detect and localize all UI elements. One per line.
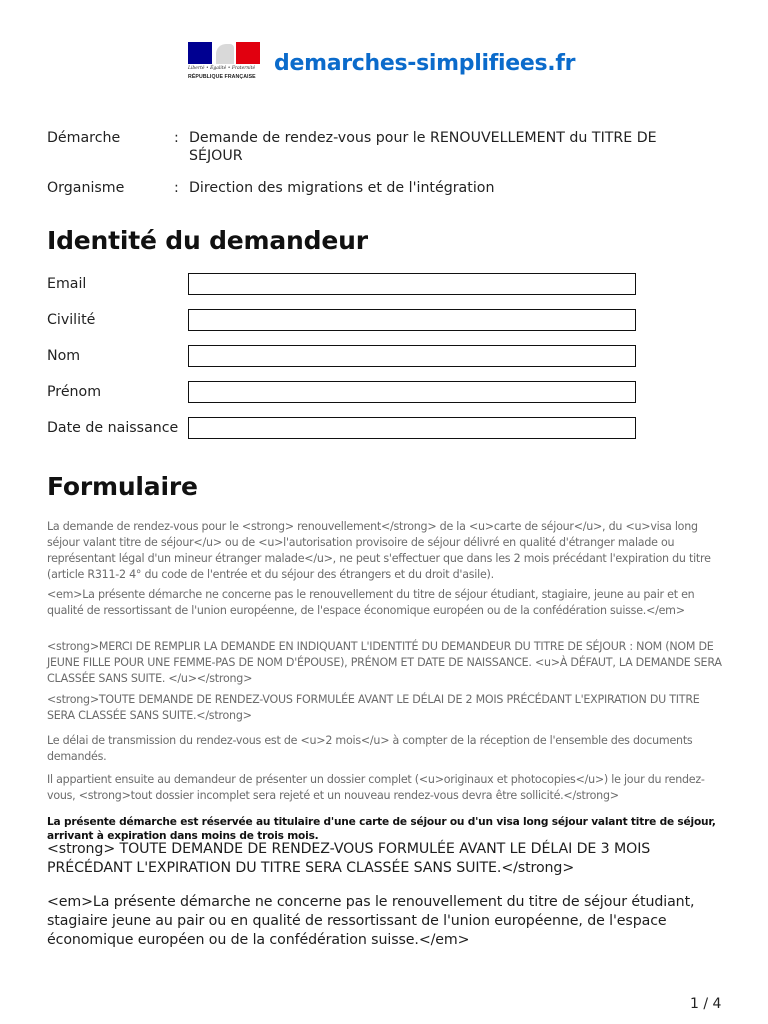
field-nom (47, 345, 647, 369)
form-big-paragraph: <em>La présente démarche ne concerne pas le renouvellement du titre de séjour étudiant, stagiaire jeune au pair ou en qualité de ressortissant de l'union européenne, de l'espace économique européen ou de la confédération suisse.</em> (47, 894, 695, 948)
nom-field[interactable] (188, 345, 636, 367)
email-field[interactable] (188, 273, 636, 295)
form-paragraph: Il appartient ensuite au demandeur de présenter un dossier complet (<u>originaux et photocopies</u>) le jour du rendez-vous, <strong>tout dossier incomplet sera rejeté et un nouveau rendez-vous devra être sollicité.</strong> (47, 773, 705, 802)
demarche-label: Démarche (47, 130, 121, 146)
date-naissance-field[interactable] (188, 417, 636, 439)
flag-icon (188, 42, 260, 64)
form-paragraph: <em>La présente démarche ne concerne pas le renouvellement du titre de séjour étudiant, stagiaire, jeune au pair et en qualité de ressortissant de l'union européenne, de l'espace économique européen ou de la confédération suisse.</em> (47, 588, 695, 617)
organisme-label: Organisme (47, 180, 125, 196)
civilite-field[interactable] (188, 309, 636, 331)
field-email (47, 273, 647, 297)
form-big-paragraph: <strong> TOUTE DEMANDE DE RENDEZ-VOUS FORMULÉE AVANT LE DÉLAI DE 3 MOIS PRÉCÉDANT L'EXPIRATION DU TITRE SERA CLASSÉE SANS SUITE.</strong> (47, 841, 651, 876)
logo-republique: RÉPUBLIQUE FRANÇAISE (188, 74, 256, 80)
organisme-separator: : (174, 180, 179, 196)
prenom-field[interactable] (188, 381, 636, 403)
form-paragraph: La demande de rendez-vous pour le <strong> renouvellement</strong> de la <u>carte de séjour</u>, du <u>visa long séjour valant titre de séjour</u> ou de <u>l'autorisation provisoire de séjour délivré en qualité d'étranger malade ou représentant légal d'un mineur étranger malade</u>, ne peut s'effectuer que dans les 2 mois précédant l'expiration du titre (article R311-2 4° du code de l'entrée et du séjour des étrangers et du droit d'asile). (47, 520, 711, 581)
demarche-value: Demande de rendez-vous pour le RENOUVELLEMENT du TITRE DE SÉJOUR (189, 130, 657, 164)
form-notice: La présente démarche est réservée au titulaire d'une carte de séjour ou d'un visa long séjour valant titre de séjour, arrivant à expiration dans moins de trois mois. (47, 816, 716, 842)
page-number: 1 / 4 (690, 996, 722, 1012)
site-name[interactable]: demarches-simplifiees.fr (274, 50, 576, 76)
republique-francaise-logo (188, 42, 260, 84)
field-label: Date de naissance (47, 420, 179, 436)
field-label: Prénom (47, 384, 102, 400)
form-paragraph: Le délai de transmission du rendez-vous est de <u>2 mois</u> à compter de la réception de l'ensemble des documents demandés. (47, 734, 693, 763)
field-civilite (47, 309, 647, 333)
form-paragraph: <strong>TOUTE DEMANDE DE RENDEZ-VOUS FORMULÉE AVANT LE DÉLAI DE 2 MOIS PRÉCÉDANT L'EXPIRATION DU TITRE SERA CLASSÉE SANS SUITE.</strong> (47, 693, 700, 722)
field-prenom (47, 381, 647, 405)
organisme-value: Direction des migrations et de l'intégration (189, 180, 495, 196)
field-label: Nom (47, 348, 81, 364)
marianne-icon (216, 44, 234, 64)
field-label: Civilité (47, 312, 96, 328)
form-title: Formulaire (47, 472, 198, 501)
demarche-separator: : (174, 130, 179, 146)
logo-devise: Liberté • Égalité • Fraternité (188, 66, 256, 71)
field-label: Email (47, 276, 87, 292)
form-paragraph: <strong>MERCI DE REMPLIR LA DEMANDE EN INDIQUANT L'IDENTITÉ DU DEMANDEUR DU TITRE DE SÉJOUR : NOM (NOM DE JEUNE FILLE POUR UNE FEMME-PAS DE NOM D'ÉPOUSE), PRÉNOM ET DATE DE NAISSANCE. <u>À DÉFAUT, LA DEMANDE SERA CLASSÉE SANS SUITE. </u></strong> (47, 640, 722, 685)
field-date-naissance (47, 417, 647, 441)
header (188, 42, 575, 84)
identity-title: Identité du demandeur (47, 226, 368, 255)
